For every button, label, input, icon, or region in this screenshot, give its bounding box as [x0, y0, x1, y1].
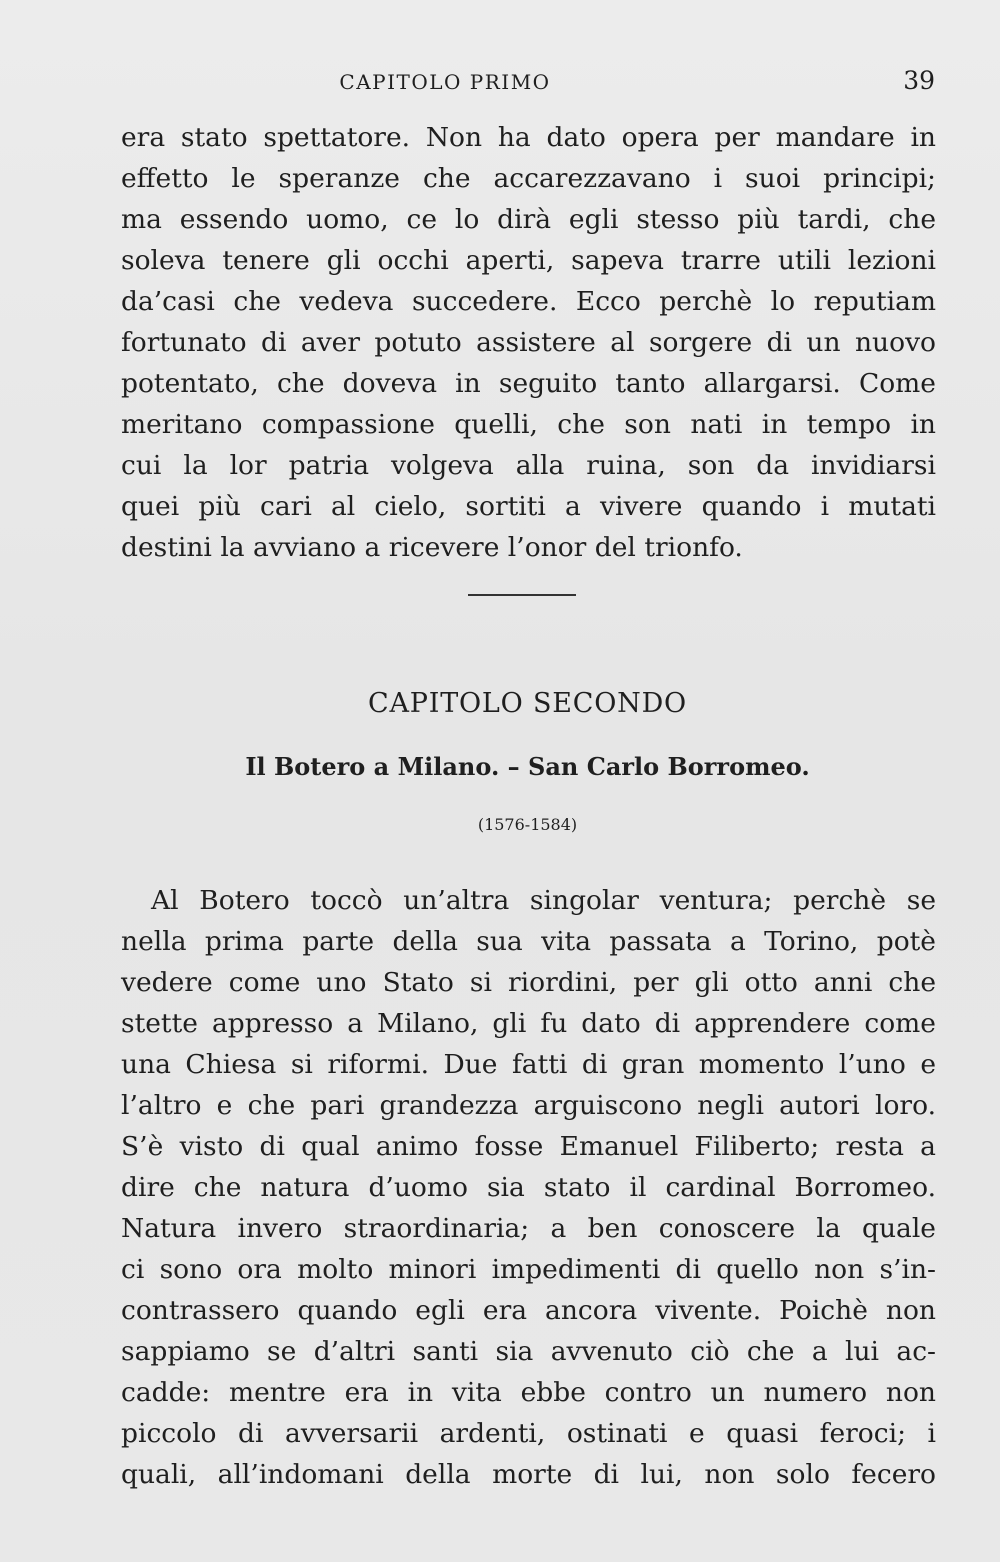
- text-line: cadde: mentre era in vita ebbe contro un numero non: [121, 1377, 936, 1408]
- text-line: dire che natura d’uomo sia stato il cardinal Borromeo.: [121, 1172, 936, 1203]
- text-line: ma essendo uomo, ce lo dirà egli stesso più tardi, che: [121, 204, 936, 235]
- text-line: quei più cari al cielo, sortiti a vivere quando i mutati: [121, 491, 936, 522]
- text-line: era stato spettatore. Non ha dato opera per mandare in: [121, 122, 936, 153]
- text-line: destini la avviano a ricevere l’onor del trionfo.: [121, 532, 743, 563]
- chapter-heading: CAPITOLO SECONDO: [368, 688, 687, 719]
- text-line: da’casi che vedeva succedere. Ecco perchè lo reputiam: [121, 286, 936, 317]
- chapter-dates: (1576-1584): [477, 815, 578, 834]
- text-line: cui la lor patria volgeva alla ruina, son da invidiarsi: [121, 450, 936, 481]
- text-line: potentato, che doveva in seguito tanto allargarsi. Come: [121, 368, 936, 399]
- text-line: ci sono ora molto minori impedimenti di quello non s’in-: [121, 1254, 936, 1285]
- running-title: CAPITOLO PRIMO: [339, 70, 551, 94]
- text-line: soleva tenere gli occhi aperti, sapeva trarre utili lezioni: [121, 245, 936, 276]
- text-line: fortunato di aver potuto assistere al sorgere di un nuovo: [121, 327, 936, 358]
- text-line: sappiamo se d’altri santi sia avvenuto ciò che a lui ac-: [121, 1336, 936, 1367]
- paragraph-2: [121, 880, 936, 1495]
- chapter-subtitle: Il Botero a Milano. – San Carlo Borromeo.: [245, 752, 810, 781]
- text-line: contrassero quando egli era ancora vivente. Poichè non: [121, 1295, 936, 1326]
- text-line: nella prima parte della sua vita passata a Torino, potè: [121, 926, 936, 957]
- running-header: [120, 66, 935, 106]
- text-line: Natura invero straordinaria; a ben conoscere la quale: [121, 1213, 936, 1244]
- page-number: 39: [903, 66, 935, 95]
- text-line: piccolo di avversarii ardenti, ostinati e quasi feroci; i: [121, 1418, 936, 1449]
- text-line: quali, all’indomani della morte di lui, non solo fecero: [121, 1459, 936, 1490]
- text-line: una Chiesa si riformi. Due fatti di gran momento l’uno e: [121, 1049, 936, 1080]
- section-divider: [468, 594, 576, 596]
- text-line: l’altro e che pari grandezza arguiscono negli autori loro.: [121, 1090, 936, 1121]
- text-line: meritano compassione quelli, che son nati in tempo in: [121, 409, 936, 440]
- text-line: vedere come uno Stato si riordini, per gli otto anni che: [121, 967, 936, 998]
- text-line: S’è visto di qual animo fosse Emanuel Filiberto; resta a: [121, 1131, 936, 1162]
- text-line: effetto le speranze che accarezzavano i suoi principi;: [121, 163, 936, 194]
- paragraph-1: [121, 117, 936, 568]
- text-line: stette appresso a Milano, gli fu dato di apprendere come: [121, 1008, 936, 1039]
- text-line: Al Botero toccò un’altra singolar ventura; perchè se: [151, 885, 936, 916]
